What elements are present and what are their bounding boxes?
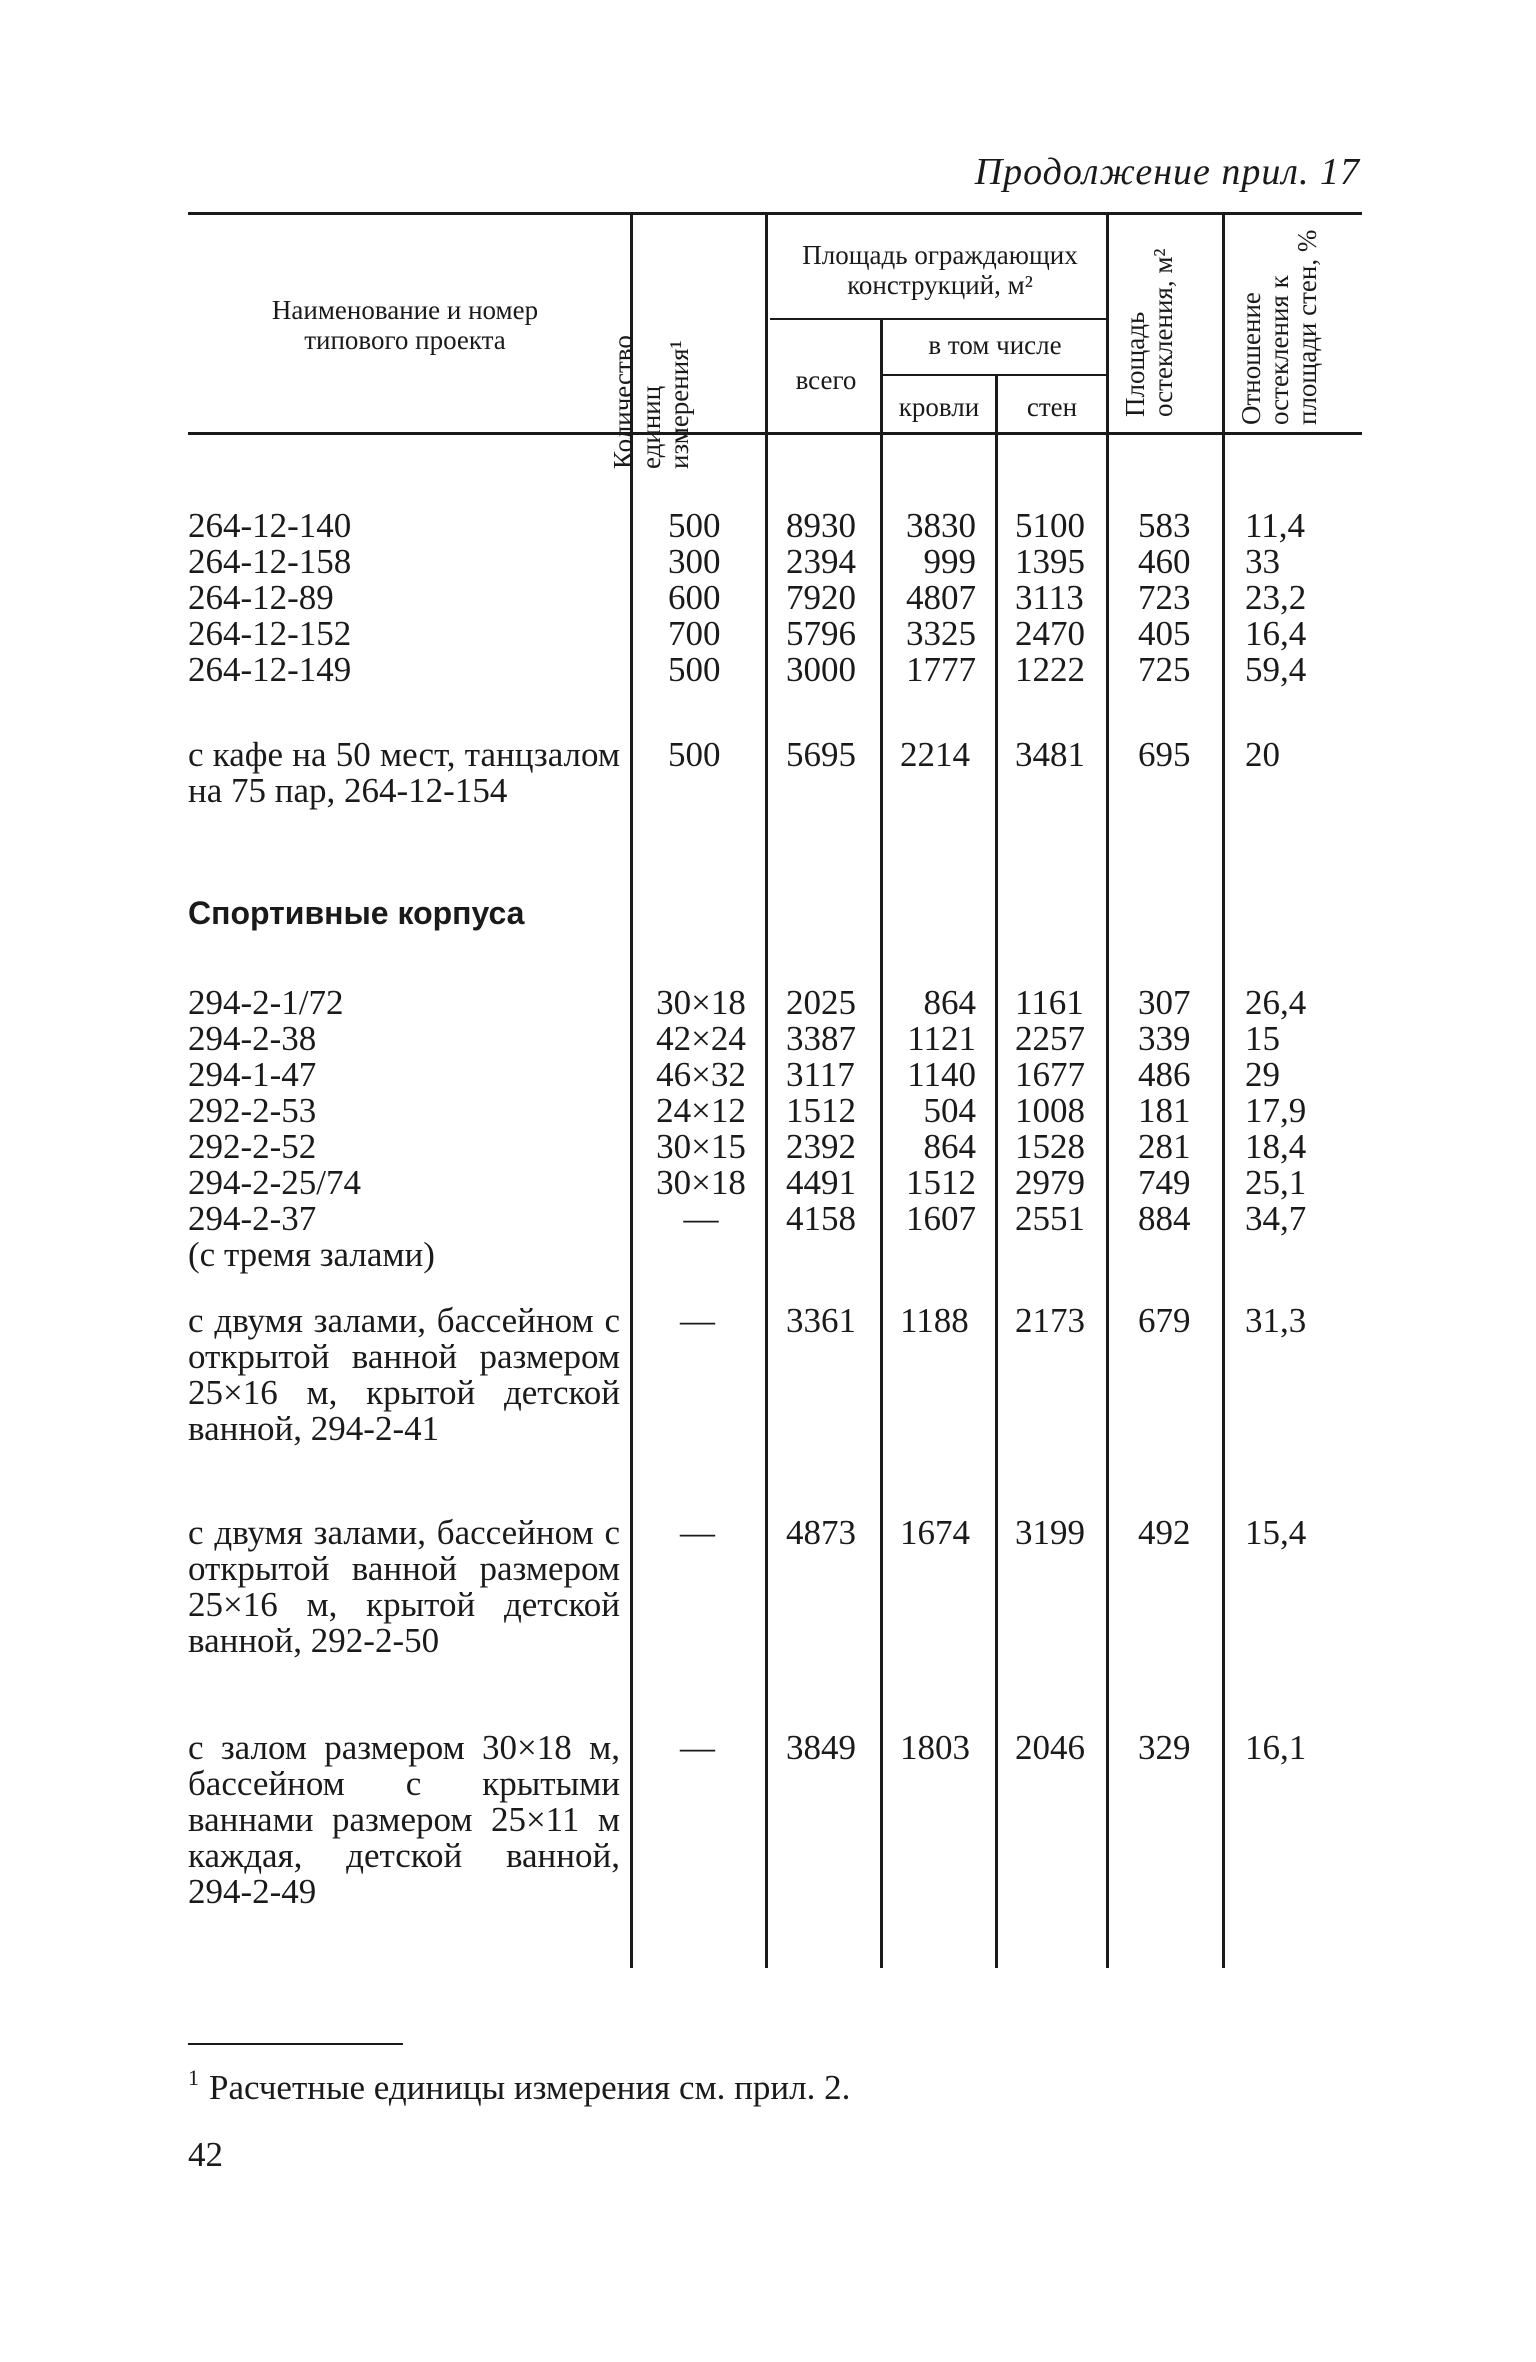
pool-row-1-walls: 2173 bbox=[1015, 1301, 1085, 1340]
pool-row-2-total: 4873 bbox=[786, 1513, 856, 1552]
pool-row-1-roofs: 1188 bbox=[900, 1301, 969, 1340]
pool-row-1-name: с двумя залами, бассейном с открытой ванной размером 25×16 м, крытой детской ванной, 294-2-41 bbox=[188, 1301, 620, 1448]
header-name: Наименование и номер типового проекта bbox=[271, 295, 539, 355]
column-divider bbox=[1222, 212, 1225, 1968]
cafe-ratio: 20 bbox=[1245, 735, 1280, 774]
running-head: Продолжение прил. 17 bbox=[974, 151, 1360, 193]
pool-row-3-ratio: 16,1 bbox=[1245, 1728, 1307, 1767]
cafe-count: 500 bbox=[668, 735, 721, 774]
header-glazing: Площадь остекления, м² bbox=[1120, 248, 1178, 417]
cafe-name: с кафе на 50 мест, танцзалом на 75 пар, 264-12-154 bbox=[188, 735, 620, 810]
footnote-mark: 1 bbox=[188, 2065, 199, 2090]
pool-row-3-total: 3849 bbox=[786, 1728, 856, 1767]
group2-roofs: 864 1121 1140 504 864 1512 1607 bbox=[906, 983, 976, 1238]
group2-ratio: 26,4 15 29 17,9 18,4 25,1 34,7 bbox=[1245, 983, 1307, 1238]
pool-row-2-name: с двумя залами, бассейном с открытой ванной размером 25×16 м, крытой детской ванной, 292-2-50 bbox=[188, 1513, 620, 1660]
pool-row-1-count: — bbox=[680, 1301, 715, 1340]
pool-row-3-roofs: 1803 bbox=[900, 1728, 970, 1767]
pool-row-2-count: — bbox=[680, 1513, 715, 1552]
pool-row-1-glazing: 679 bbox=[1138, 1301, 1191, 1340]
footnote-text: Расчетные единицы измерения см. прил. 2. bbox=[209, 2068, 851, 2107]
column-divider bbox=[765, 212, 768, 1968]
pool-row-1-total: 3361 bbox=[786, 1301, 856, 1340]
group2-walls: 1161 2257 1677 1008 1528 2979 2551 bbox=[1015, 983, 1085, 1238]
cafe-total: 5695 bbox=[786, 735, 856, 774]
including-rule bbox=[880, 374, 1106, 376]
header-roofs: кровли bbox=[898, 392, 980, 422]
header-ratio: Отношение остекления к площади стен, % bbox=[1236, 229, 1322, 425]
header-bottom-rule bbox=[188, 432, 1362, 435]
header-area-group: Площадь ограждающих конструкций, м² bbox=[802, 240, 1078, 300]
pool-row-3-glazing: 329 bbox=[1138, 1728, 1191, 1767]
header-total: всего bbox=[795, 365, 857, 395]
group2-names: 294-2-1/72 294-2-38 294-1-47 292-2-53 292-2-52 294-2-25/74 294-2-37 (с тремя залами) bbox=[188, 983, 435, 1274]
area-group-rule bbox=[770, 318, 1106, 320]
cafe-roofs: 2214 bbox=[900, 735, 970, 774]
header-walls: стен bbox=[1026, 392, 1078, 422]
column-divider bbox=[630, 212, 633, 1968]
section-title: Спортивные корпуса bbox=[188, 895, 525, 931]
header-including: в том числе bbox=[928, 330, 1062, 360]
pool-row-2-walls: 3199 bbox=[1015, 1513, 1085, 1552]
group1-names: 264-12-140 264-12-158 264-12-89 264-12-152 264-12-149 bbox=[188, 506, 352, 689]
page-number: 42 bbox=[188, 2135, 223, 2174]
header-count: Количество единиц измерения¹ bbox=[608, 335, 694, 469]
column-divider bbox=[880, 320, 883, 1968]
group1-count: 500 300 600 700 500 bbox=[668, 506, 721, 689]
cafe-glazing: 695 bbox=[1138, 735, 1191, 774]
group1-roofs: 3830 999 4807 3325 1777 bbox=[906, 506, 976, 689]
pool-row-2-glazing: 492 bbox=[1138, 1513, 1191, 1552]
pool-row-1-ratio: 31,3 bbox=[1245, 1301, 1307, 1340]
column-divider bbox=[1106, 212, 1109, 1968]
group1-walls: 5100 1395 3113 2470 1222 bbox=[1015, 506, 1085, 689]
pool-row-3-name: с залом размером 30×18 м, бассейном с крытыми ваннами размером 25×11 м каждая, детской ванной, 294-2-49 bbox=[188, 1728, 620, 1911]
group1-glazing: 583 460 723 405 725 bbox=[1138, 506, 1191, 689]
group2-glazing: 307 339 486 181 281 749 884 bbox=[1138, 983, 1191, 1238]
pool-row-3-count: — bbox=[680, 1728, 715, 1767]
group2-count: 30×18 42×24 46×32 24×12 30×15 30×18 — bbox=[656, 983, 746, 1238]
pool-row-2-ratio: 15,4 bbox=[1245, 1513, 1307, 1552]
group2-total: 2025 3387 3117 1512 2392 4491 4158 bbox=[786, 983, 856, 1238]
cafe-walls: 3481 bbox=[1015, 735, 1085, 774]
pool-row-2-roofs: 1674 bbox=[900, 1513, 970, 1552]
footnote bbox=[188, 2065, 850, 2108]
group1-ratio: 11,4 33 23,2 16,4 59,4 bbox=[1245, 506, 1307, 689]
footnote-rule bbox=[188, 2043, 403, 2045]
column-divider bbox=[995, 376, 998, 1968]
group1-total: 8930 2394 7920 5796 3000 bbox=[786, 506, 856, 689]
pool-row-3-walls: 2046 bbox=[1015, 1728, 1085, 1767]
